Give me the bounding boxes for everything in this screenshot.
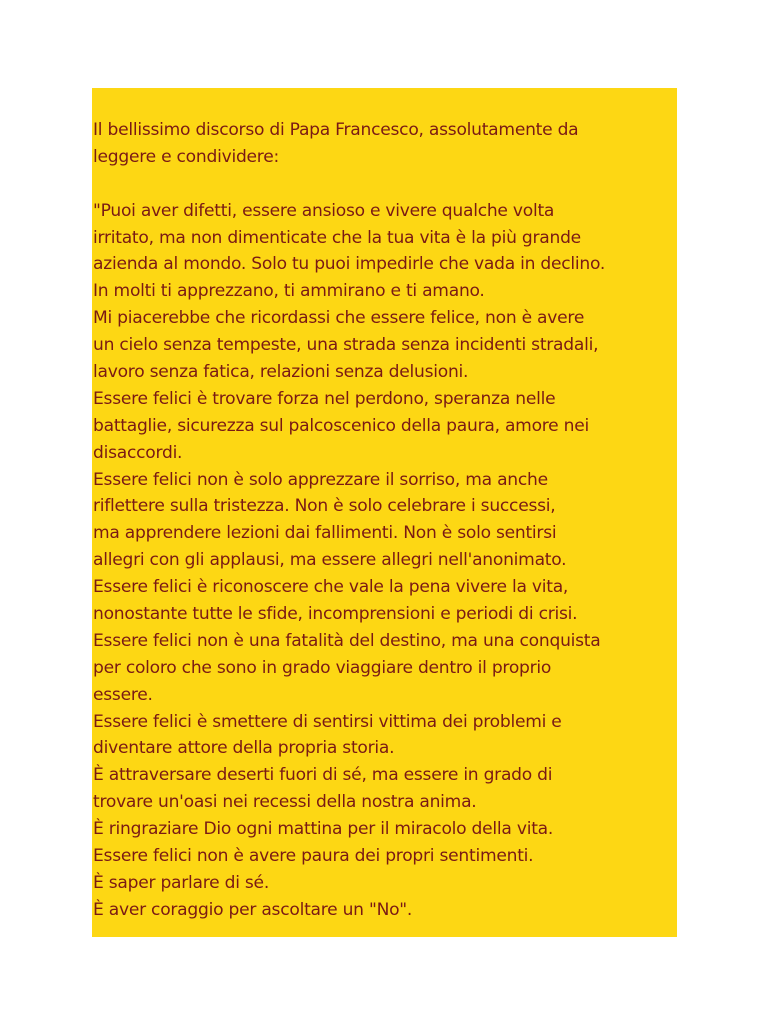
text-line: per coloro che sono in grado viaggiare dentro il proprio [93, 657, 552, 678]
text-line: azienda al mondo. Solo tu puoi impedirle che vada in declino. [93, 254, 606, 275]
text-line: diventare attore della propria storia. [93, 738, 395, 759]
text-line: battaglie, sicurezza sul palcoscenico della paura, amore nei [93, 415, 589, 436]
text-line: Essere felici non è solo apprezzare il sorriso, ma anche [93, 469, 548, 490]
text-line: Mi piacerebbe che ricordassi che essere felice, non è avere [93, 308, 585, 329]
text-line: allegri con gli applausi, ma essere allegri nell'anonimato. [93, 550, 567, 571]
intro-line: Il bellissimo discorso di Papa Francesco, assolutamente da [93, 120, 579, 140]
text-line: lavoro senza fatica, relazioni senza delusioni. [93, 362, 469, 383]
text-line: un cielo senza tempeste, una strada senza incidenti stradali, [93, 335, 599, 356]
text-line: irritato, ma non dimenticate che la tua vita è la più grande [93, 227, 581, 248]
text-line: ma apprendere lezioni dai fallimenti. Non è solo sentirsi [93, 523, 557, 544]
text-line: Essere felici non è una fatalità del destino, ma una conquista [93, 630, 601, 651]
text-line: Essere felici è riconoscere che vale la pena vivere la vita, [93, 577, 569, 598]
text-line: In molti ti apprezzano, ti ammirano e ti amano. [93, 281, 485, 302]
text-line: "Puoi aver difetti, essere ansioso e vivere qualche volta [93, 200, 555, 221]
intro-line: leggere e condividere: [93, 146, 279, 167]
yellow-text-box [92, 88, 677, 937]
text-line: È saper parlare di sé. [93, 872, 270, 893]
text-line: trovare un'oasi nei recessi della nostra anima. [93, 792, 477, 813]
text-line: nonostante tutte le sfide, incomprensioni e periodi di crisi. [93, 604, 578, 625]
paragraph-spacer [93, 171, 677, 198]
text-line: Essere felici è smettere di sentirsi vittima dei problemi e [93, 711, 562, 732]
text-line: Essere felici è trovare forza nel perdono, speranza nelle [93, 388, 556, 409]
text-line: È aver coraggio per ascoltare un "No". [93, 899, 413, 920]
text-line: disaccordi. [93, 442, 183, 463]
text-line: essere. [93, 684, 153, 705]
text-line: È attraversare deserti fuori di sé, ma essere in grado di [93, 765, 553, 786]
text-line: riflettere sulla tristezza. Non è solo celebrare i successi, [93, 496, 556, 517]
text-line: È ringraziare Dio ogni mattina per il miracolo della vita. [93, 819, 554, 840]
text-line: Essere felici non è avere paura dei propri sentimenti. [93, 846, 534, 867]
document-text [93, 117, 677, 924]
